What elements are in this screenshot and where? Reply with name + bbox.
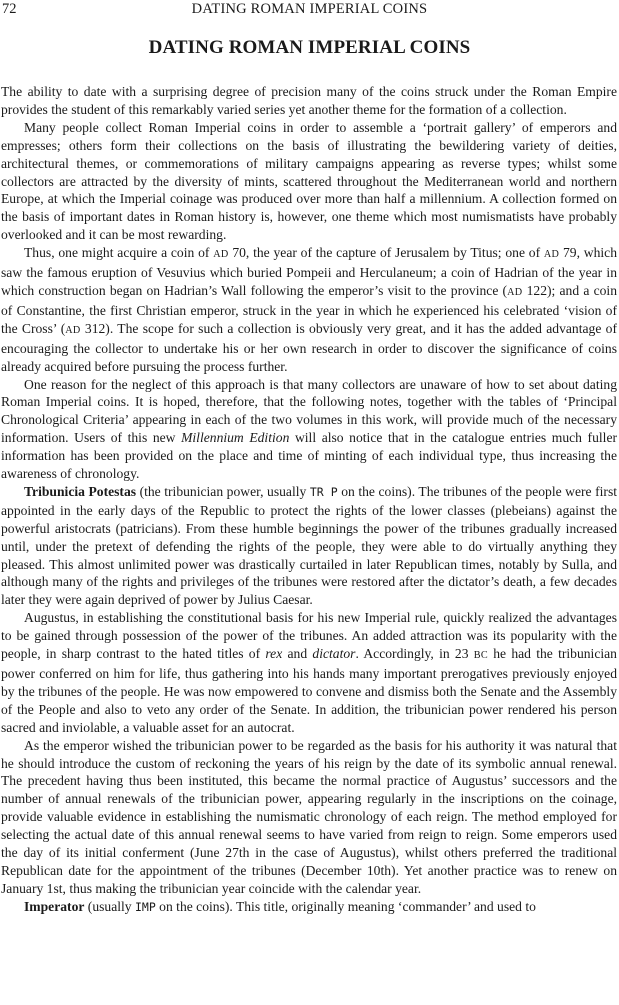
text-run: 312). The scope for such a collection is obviously very great, and it has the added advantage of encouraging the collector to undertake his or her own research in order to discover the significance of coins already acquired before pursuing the process further.: [1, 320, 618, 374]
chapter-title: DATING ROMAN IMPERIAL COINS: [148, 37, 471, 58]
text-run: As the emperor wished the tribunician power to be regarded as the basis for his authority it was natural that he should introduce the custom of reckoning the years of his reign by the date of its symbolic annual renewal. The precedent having thus been instituted, this became the normal practice of Augustus’ successors and the number of annual renewals of the tribunician power, appearing regularly in the inscriptions on the coinage, provide valuable evidence in establishing the numismatic chronology of each reign. The method employed for selecting the actual date of this annual renewal seems to have varied from reign to reign. Some emperors used the day of its initial conferment (June 27th in the case of Augustus), whilst others preferred the traditional Republican date for the appointment of the tribunes (December 10th). Yet another practice was to renew on January 1st, thus making the tribunician year coincide with the calendar year.: [1, 737, 617, 896]
text-run: (the tribunician power, usually: [136, 483, 310, 499]
italic-term: dictator: [312, 646, 356, 662]
italic-term: rex: [265, 646, 283, 662]
section-term: Imperator: [24, 898, 85, 914]
paragraph-p6: [1, 609, 617, 736]
running-title: DATING ROMAN IMPERIAL COINS: [191, 1, 428, 17]
text-run: 70, the year of the capture of Jerusalem by Titus; one of: [228, 245, 544, 261]
text-run: 79, which saw the famous eruption of Vesuvius which buried Pompeii and Herculaneum; a coin of Hadrian of the year in which construction began on Hadrian’s Wall following the emperor’s visit to the province (: [1, 245, 618, 298]
small-caps-abbrev: AD: [507, 286, 523, 298]
page-number: 72: [2, 1, 17, 17]
paragraph-p1: [1, 83, 617, 119]
paragraph-p5: [1, 483, 617, 609]
small-caps-abbrev: AD: [543, 249, 560, 261]
italic-term: Millennium Edition: [181, 430, 290, 446]
small-caps-abbrev: AD: [65, 324, 81, 336]
running-head: [2, 0, 617, 20]
paragraph-p3: [1, 244, 617, 375]
coin-legend: TR P: [309, 484, 338, 499]
text-run: and: [282, 646, 313, 662]
paragraph-p8: [1, 898, 617, 917]
text-run: 122); and a coin of Constantine, the first Christian emperor, struck in the year in which he experienced his celebrated ‘vision of the Cross’ (: [1, 282, 618, 336]
paragraph-p2: [1, 119, 617, 244]
section-term: Tribunicia Potestas: [24, 483, 137, 499]
paragraph-p4: [1, 376, 617, 483]
coin-legend: IMP: [135, 899, 156, 914]
text-run: . Accordingly, in 23: [355, 646, 474, 662]
small-caps-abbrev: BC: [473, 650, 488, 662]
text-run: on the coins). The tribunes of the people were first appointed in the early days of the Republic to protect the rights of the lower classes (plebeians) against the powerful aristocrats (patricians). From these humble beginnings the power of the tribunes gradually increased until, under the pretext of defending the rights of the people, they were able to do virtually anything they pleased. This almost unlimited power was drastically curtailed in later Republican times, notably by Sulla, and although many of the rights and privileges of the tribunes were restored after the dictator’s death, a few decades later they were again deprived of power by Julius Caesar.: [1, 483, 618, 608]
text-run: Thus, one might acquire a coin of: [24, 245, 214, 261]
text-run: The ability to date with a surprising degree of precision many of the coins struck under the Roman Empire provides the student of this remarkably varied series yet another theme for the formation of a collection.: [1, 84, 617, 117]
text-run: Many people collect Roman Imperial coins in order to assemble a ‘portrait gallery’ of emperors and empresses; others form their collections on the basis of illustrating the bewildering variety of deities, architectural themes, or commemorations of military campaigns appearing as reverse types; whilst some collectors are attracted by the diversity of mints, scattered throughout the Mediterranean world and northern Europe, at which the Imperial coinage was produced over more than half a millennium. A collection formed on the basis of important dates in Roman history is, however, one theme which most numismatists have probably overlooked and it can be most rewarding.: [1, 119, 617, 243]
text-run: he had the tribunician power conferred on him for life, thus gathering into his hands many important prerogatives previously enjoyed by the tribunes of the people. He was now empowered to convene and dismiss both the Senate and the Assembly of the People and also to veto any order of the Senate. In addition, the tribunician power rendered his person sacred and inviolable, a valuable asset for an autocrat.: [1, 646, 617, 735]
text-run: Augustus, in establishing the constitutional basis for his new Imperial rule, quickly realized the advantages to be gained through possession of the power of the tribunes. An added attraction was its popularity with the people, in sharp contrast to the hated titles of: [1, 610, 617, 662]
small-caps-abbrev: AD: [213, 249, 229, 261]
text-run: will also notice that in the catalogue entries much fuller information has been provided on the place and time of minting of each individual type, thus increasing the awareness of chronology.: [1, 430, 618, 482]
text-run: on the coins). This title, originally meaning ‘commander’ and used to: [155, 898, 536, 914]
text-run: One reason for the neglect of this approach is that many collectors are unaware of how to set about dating Roman Imperial coins. It is hoped, therefore, that the following notes, together with the tables of ‘Principal Chronological Criteria’ appearing in each of the two volumes in this work, will provide much of the necessary information. Users of this new: [1, 376, 617, 446]
text-run: (usually: [84, 898, 135, 914]
paragraph-p7: [1, 737, 617, 898]
body-text: [1, 83, 617, 917]
